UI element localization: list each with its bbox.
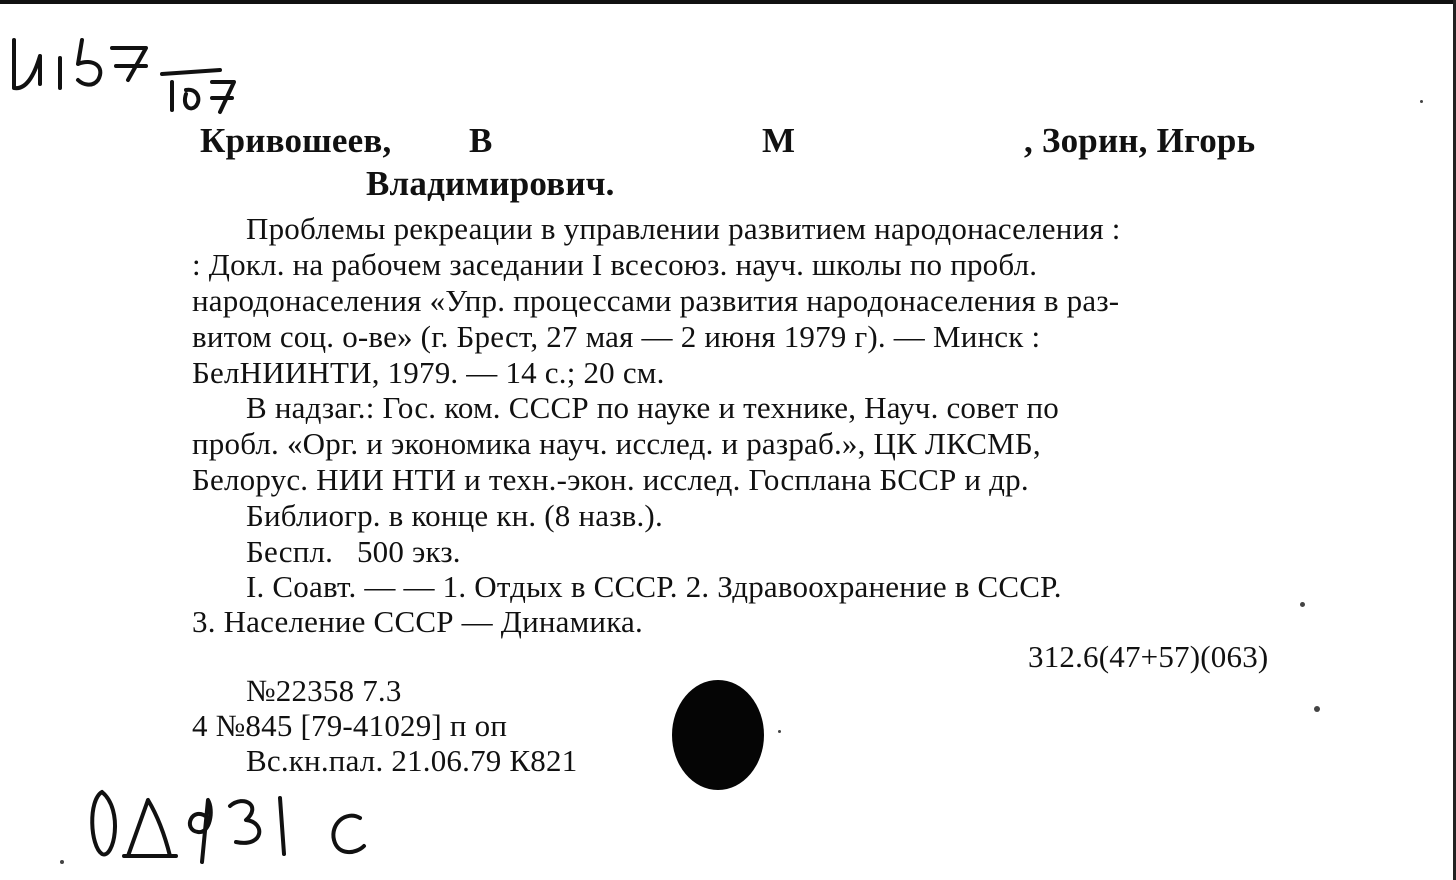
handwritten-inventory-code bbox=[80, 770, 410, 870]
subject-headings-line: I. Соавт. — — 1. Отдых в СССР. 2. Здравоохранение в СССР. bbox=[246, 569, 1062, 604]
note-line: пробл. «Орг. и экономика науч. исслед. и разраб.», ЦК ЛКСМБ, bbox=[192, 426, 1041, 461]
note-line: В надзаг.: Гос. ком. СССР по науке и технике, Науч. совет по bbox=[246, 390, 1059, 425]
punch-hole bbox=[672, 680, 764, 790]
card-top-edge bbox=[0, 0, 1456, 4]
coauthor-patronymic: Владимирович. bbox=[366, 164, 615, 203]
author-surname: Кривошеев, bbox=[200, 121, 392, 160]
title-line: Проблемы рекреации в управлении развитием народонаселения : bbox=[246, 211, 1121, 246]
chamber-registration-line: Вс.кн.пал. 21.06.79 К821 bbox=[246, 743, 578, 778]
author-initial-first: В bbox=[469, 121, 493, 160]
handwritten-shelf-mark bbox=[0, 18, 270, 118]
print-order-line: 4 №845 [79-41029] п оп bbox=[192, 708, 508, 743]
price-note: Беспл. 500 экз. bbox=[246, 534, 461, 569]
bibliography-note: Библиогр. в конце кн. (8 назв.). bbox=[246, 498, 663, 533]
publication-line: БелНИИНТИ, 1979. — 14 с.; 20 см. bbox=[192, 355, 665, 390]
description-line: витом соц. о-ве» (г. Брест, 27 мая — 2 июня 1979 г). — Минск : bbox=[192, 319, 1041, 354]
scan-speck bbox=[1314, 706, 1320, 712]
coauthor-name: , Зорин, Игорь bbox=[1024, 121, 1256, 160]
description-line: : Докл. на рабочем заседании I всесоюз. науч. школы по пробл. bbox=[192, 247, 1038, 282]
scan-speck bbox=[60, 860, 64, 864]
scan-speck bbox=[1420, 100, 1423, 103]
subject-headings-line: 3. Население СССР — Динамика. bbox=[192, 604, 643, 639]
card-number: №22358 7.3 bbox=[246, 673, 402, 708]
note-line: Белорус. НИИ НТИ и техн.-экон. исслед. Госплана БССР и др. bbox=[192, 462, 1029, 497]
scan-speck bbox=[1300, 602, 1305, 607]
author-initial-second: М bbox=[762, 121, 796, 160]
scan-speck bbox=[778, 730, 781, 733]
classification-index: 312.6(47+57)(063) bbox=[1028, 639, 1269, 674]
description-line: народонаселения «Упр. процессами развития народонаселения в раз- bbox=[192, 283, 1120, 318]
